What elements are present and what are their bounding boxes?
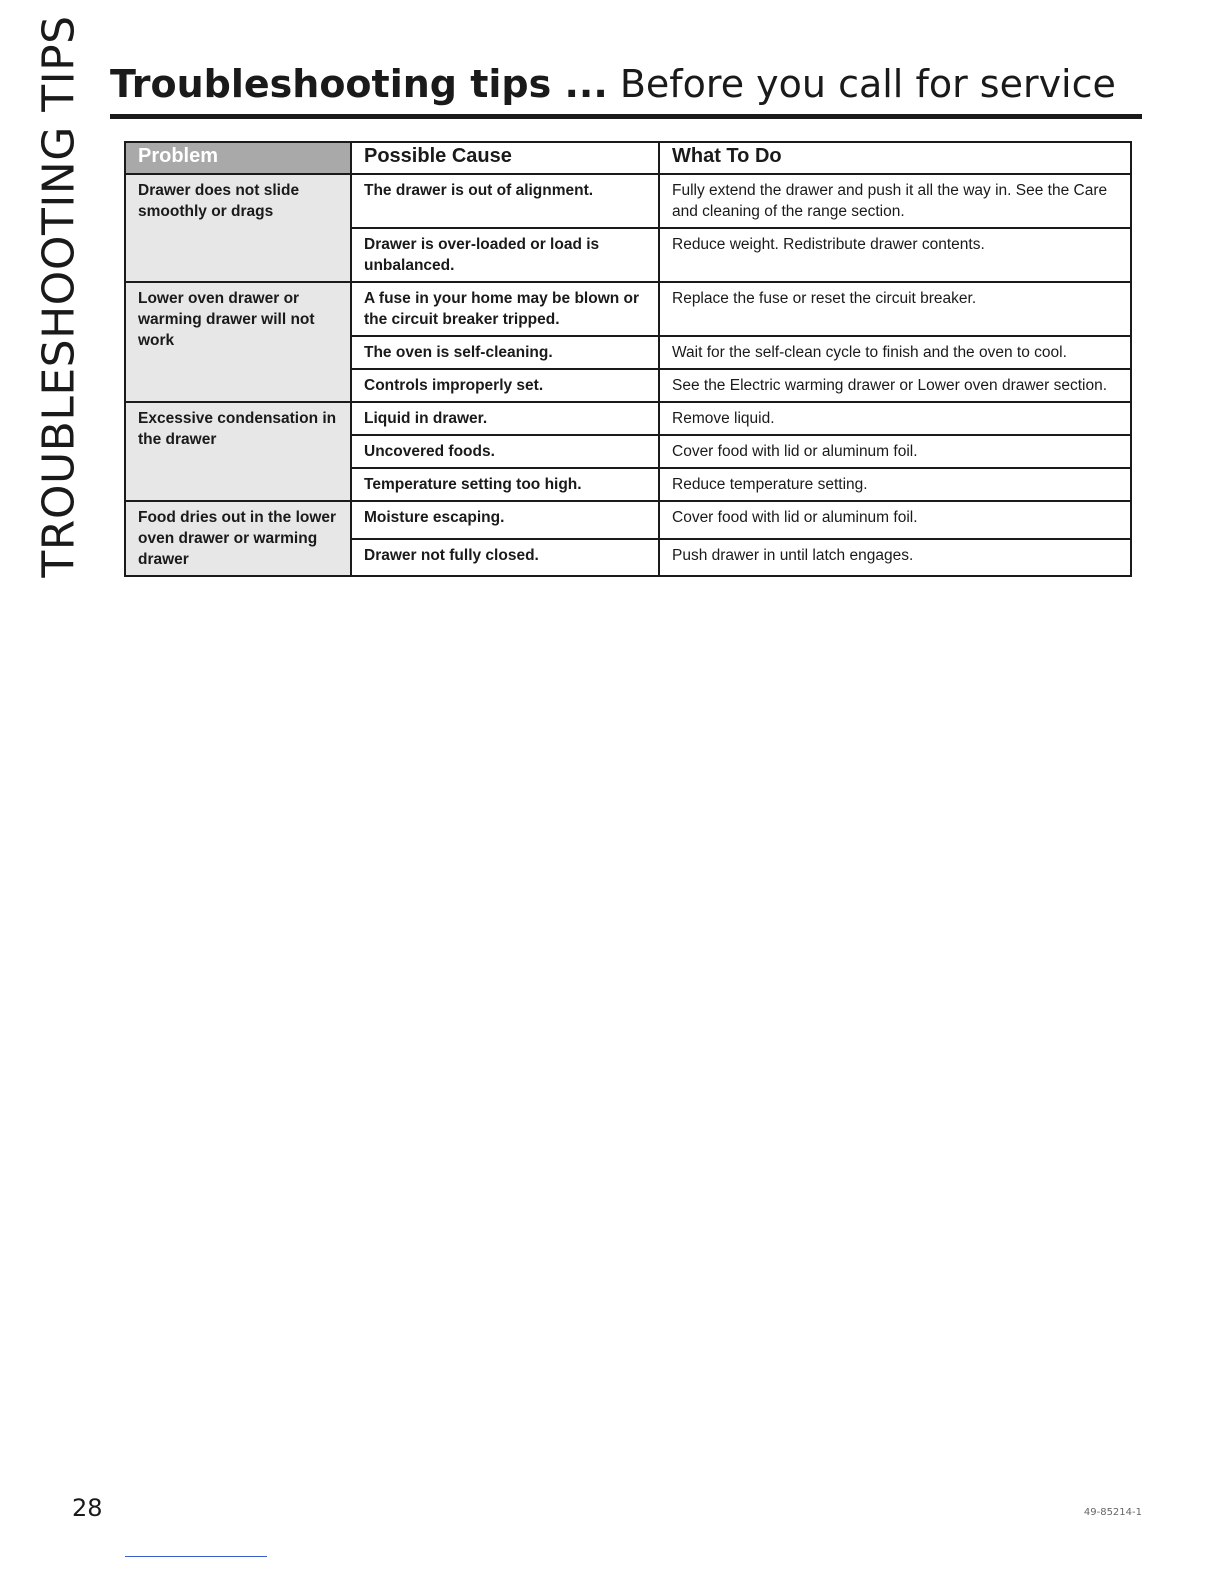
problem-cell: Lower oven drawer or warming drawer will not work bbox=[125, 282, 351, 402]
page-number: 28 bbox=[72, 1494, 103, 1522]
todo-cell: Push drawer in until latch engages. bbox=[659, 539, 1131, 577]
cause-cell: A fuse in your home may be blown or the circuit breaker tripped. bbox=[351, 282, 659, 336]
header-possible-cause: Possible Cause bbox=[351, 142, 659, 174]
problem-cell: Excessive condensation in the drawer bbox=[125, 402, 351, 501]
page-title-bold: Troubleshooting tips ... bbox=[110, 62, 608, 106]
table-row bbox=[125, 501, 1131, 539]
cause-cell: The drawer is out of alignment. bbox=[351, 174, 659, 228]
header-problem: Problem bbox=[125, 142, 351, 174]
todo-cell: Reduce weight. Redistribute drawer contents. bbox=[659, 228, 1131, 282]
todo-cell: Cover food with lid or aluminum foil. bbox=[659, 435, 1131, 468]
cause-cell: Uncovered foods. bbox=[351, 435, 659, 468]
header-what-to-do: What To Do bbox=[659, 142, 1131, 174]
problem-cell: Drawer does not slide smoothly or drags bbox=[125, 174, 351, 282]
todo-cell: Remove liquid. bbox=[659, 402, 1131, 435]
footer-link-underline bbox=[125, 1556, 267, 1557]
cause-cell: Drawer not fully closed. bbox=[351, 539, 659, 577]
cause-cell: Temperature setting too high. bbox=[351, 468, 659, 501]
todo-cell: Replace the fuse or reset the circuit breaker. bbox=[659, 282, 1131, 336]
todo-cell: Wait for the self-clean cycle to finish and the oven to cool. bbox=[659, 336, 1131, 369]
cause-cell: Moisture escaping. bbox=[351, 501, 659, 539]
table-row bbox=[125, 174, 1131, 228]
cause-cell: The oven is self-cleaning. bbox=[351, 336, 659, 369]
title-divider bbox=[110, 114, 1142, 119]
cause-cell: Controls improperly set. bbox=[351, 369, 659, 402]
troubleshooting-table bbox=[124, 141, 1132, 577]
table-row bbox=[125, 402, 1131, 435]
todo-cell: See the Electric warming drawer or Lower oven drawer section. bbox=[659, 369, 1131, 402]
cause-cell: Liquid in drawer. bbox=[351, 402, 659, 435]
page-title-rest: Before you call for service bbox=[619, 62, 1116, 106]
cause-cell: Drawer is over-loaded or load is unbalanced. bbox=[351, 228, 659, 282]
document-code: 49-85214-1 bbox=[1083, 1507, 1142, 1518]
page-title bbox=[110, 62, 1116, 106]
problem-cell: Food dries out in the lower oven drawer or warming drawer bbox=[125, 501, 351, 576]
table-row bbox=[125, 282, 1131, 336]
todo-cell: Reduce temperature setting. bbox=[659, 468, 1131, 501]
todo-cell: Cover food with lid or aluminum foil. bbox=[659, 501, 1131, 539]
side-section-label: TROUBLESHOOTING TIPS bbox=[33, 14, 85, 578]
table-header-row bbox=[125, 142, 1131, 174]
todo-cell: Fully extend the drawer and push it all the way in. See the Care and cleaning of the range section. bbox=[659, 174, 1131, 228]
side-section-tab bbox=[33, 14, 85, 578]
